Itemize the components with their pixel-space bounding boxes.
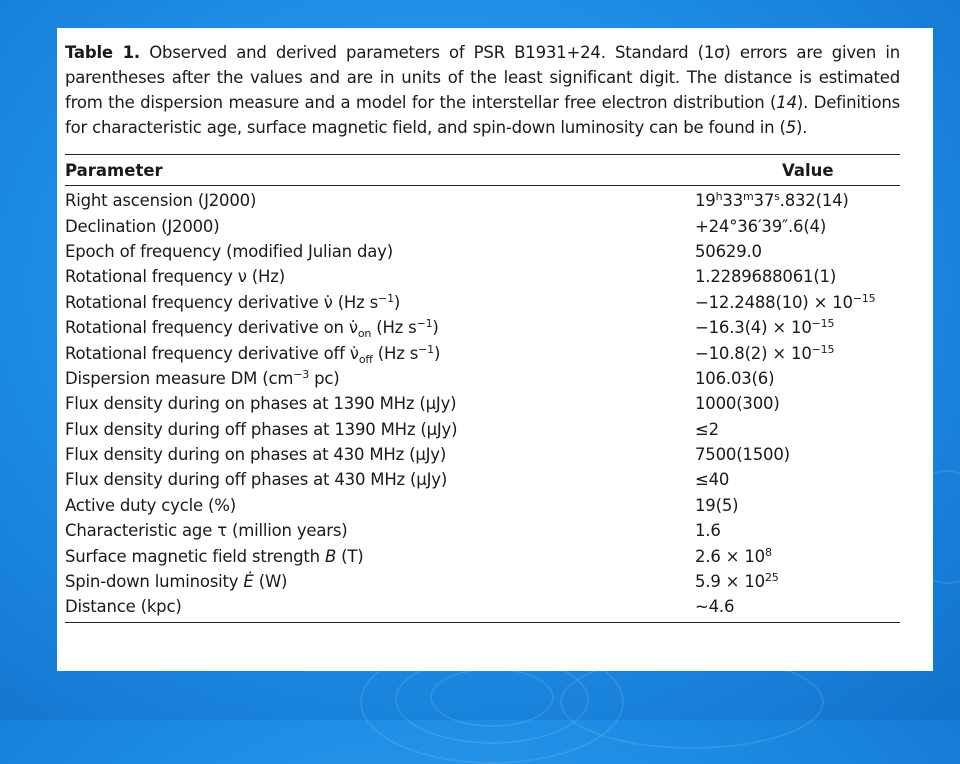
parameter-cell: Flux density during off phases at 1390 MHz (μJy) <box>65 419 458 439</box>
parameter-cell: Dispersion measure DM ($cm^{-3}$ pc) <box>65 367 340 388</box>
parameter-cell: Rotational frequency derivative off $\nu̇_{off}$ (Hz $s^{-1}$) <box>65 342 441 366</box>
table-row <box>65 188 900 213</box>
parameter-cell: Characteristic age τ (million years) <box>65 521 348 541</box>
parameter-cell: Rotational frequency ν (Hz) <box>65 267 285 287</box>
parameter-cell: Active duty cycle (%) <box>65 495 236 515</box>
table-row <box>65 467 900 492</box>
value-cell: $-16.3(4) \times 10^{-15}$ <box>695 317 835 338</box>
value-cell: ≤2 <box>695 419 719 439</box>
table-row <box>65 518 900 543</box>
table-row <box>65 391 900 416</box>
value-cell: 19$^h$33$^m$37$^s$.832(14) <box>695 190 849 211</box>
parameter-cell: Epoch of frequency (modified Julian day) <box>65 241 393 261</box>
table-row <box>65 366 900 391</box>
value-cell: $5.9 \times 10^{25}$ <box>695 571 779 592</box>
header-value: Value <box>782 160 834 180</box>
parameter-cell: Spin-down luminosity Ė (W) <box>65 572 288 592</box>
table-row <box>65 543 900 568</box>
parameter-cell: Flux density during off phases at 430 MHz (μJy) <box>65 470 448 490</box>
parameter-cell: Right ascension (J2000) <box>65 191 257 211</box>
value-cell: 1.2289688061(1) <box>695 267 837 287</box>
parameter-table <box>65 154 900 623</box>
table-row <box>65 340 900 365</box>
parameter-cell: Flux density during on phases at 430 MHz (μJy) <box>65 445 447 465</box>
value-cell: 7500(1500) <box>695 445 790 465</box>
value-cell: ≤40 <box>695 470 730 490</box>
table-caption <box>65 40 900 140</box>
table-row <box>65 493 900 518</box>
header-parameter: Parameter <box>65 160 163 180</box>
background-ripple <box>430 668 554 727</box>
table-row <box>65 442 900 467</box>
value-cell: 19(5) <box>695 495 739 515</box>
table-header <box>65 155 900 185</box>
parameter-cell: Declination (J2000) <box>65 216 220 236</box>
value-cell: 50629.0 <box>695 241 762 261</box>
table-row <box>65 290 900 315</box>
document-panel <box>57 28 933 671</box>
table-row <box>65 315 900 340</box>
value-cell: $-10.8(2) \times 10^{-15}$ <box>695 342 835 363</box>
value-cell: 106.03(6) <box>695 368 775 388</box>
parameter-cell: Rotational frequency derivative ν̇ (Hz $s^{-1}$) <box>65 291 401 312</box>
table-row <box>65 594 900 619</box>
table-body <box>65 186 900 622</box>
caption-label: Table 1. <box>65 43 140 62</box>
value-cell: $2.6 \times 10^8$ <box>695 545 772 566</box>
table-row <box>65 417 900 442</box>
table-row <box>65 264 900 289</box>
value-cell: $-12.2488(10) \times 10^{-15}$ <box>695 291 876 312</box>
table-row <box>65 569 900 594</box>
caption-text: Observed and derived parameters of PSR B1931+24. Standard (1σ) errors are given in parentheses after the values and are in units of the least significant digit. The distance is estimated from the dispersion measure and a model for the interstellar free electron distribution (14). Definitions for characteristic age, surface magnetic field, and spin-down luminosity can be found in (5). <box>65 43 900 137</box>
value-cell: +24°36′39″.6(4) <box>695 216 827 236</box>
table-row <box>65 213 900 238</box>
value-cell: ~4.6 <box>695 597 735 617</box>
table-bottom-rule <box>65 622 900 623</box>
parameter-cell: Distance (kpc) <box>65 597 182 617</box>
value-cell: 1000(300) <box>695 394 780 414</box>
table-row <box>65 239 900 264</box>
parameter-cell: Surface magnetic field strength B (T) <box>65 546 364 566</box>
parameter-cell: Flux density during on phases at 1390 MHz (μJy) <box>65 394 457 414</box>
parameter-cell: Rotational frequency derivative on $\nu̇_{on}$ (Hz $s^{-1}$) <box>65 317 439 341</box>
value-cell: 1.6 <box>695 521 721 541</box>
